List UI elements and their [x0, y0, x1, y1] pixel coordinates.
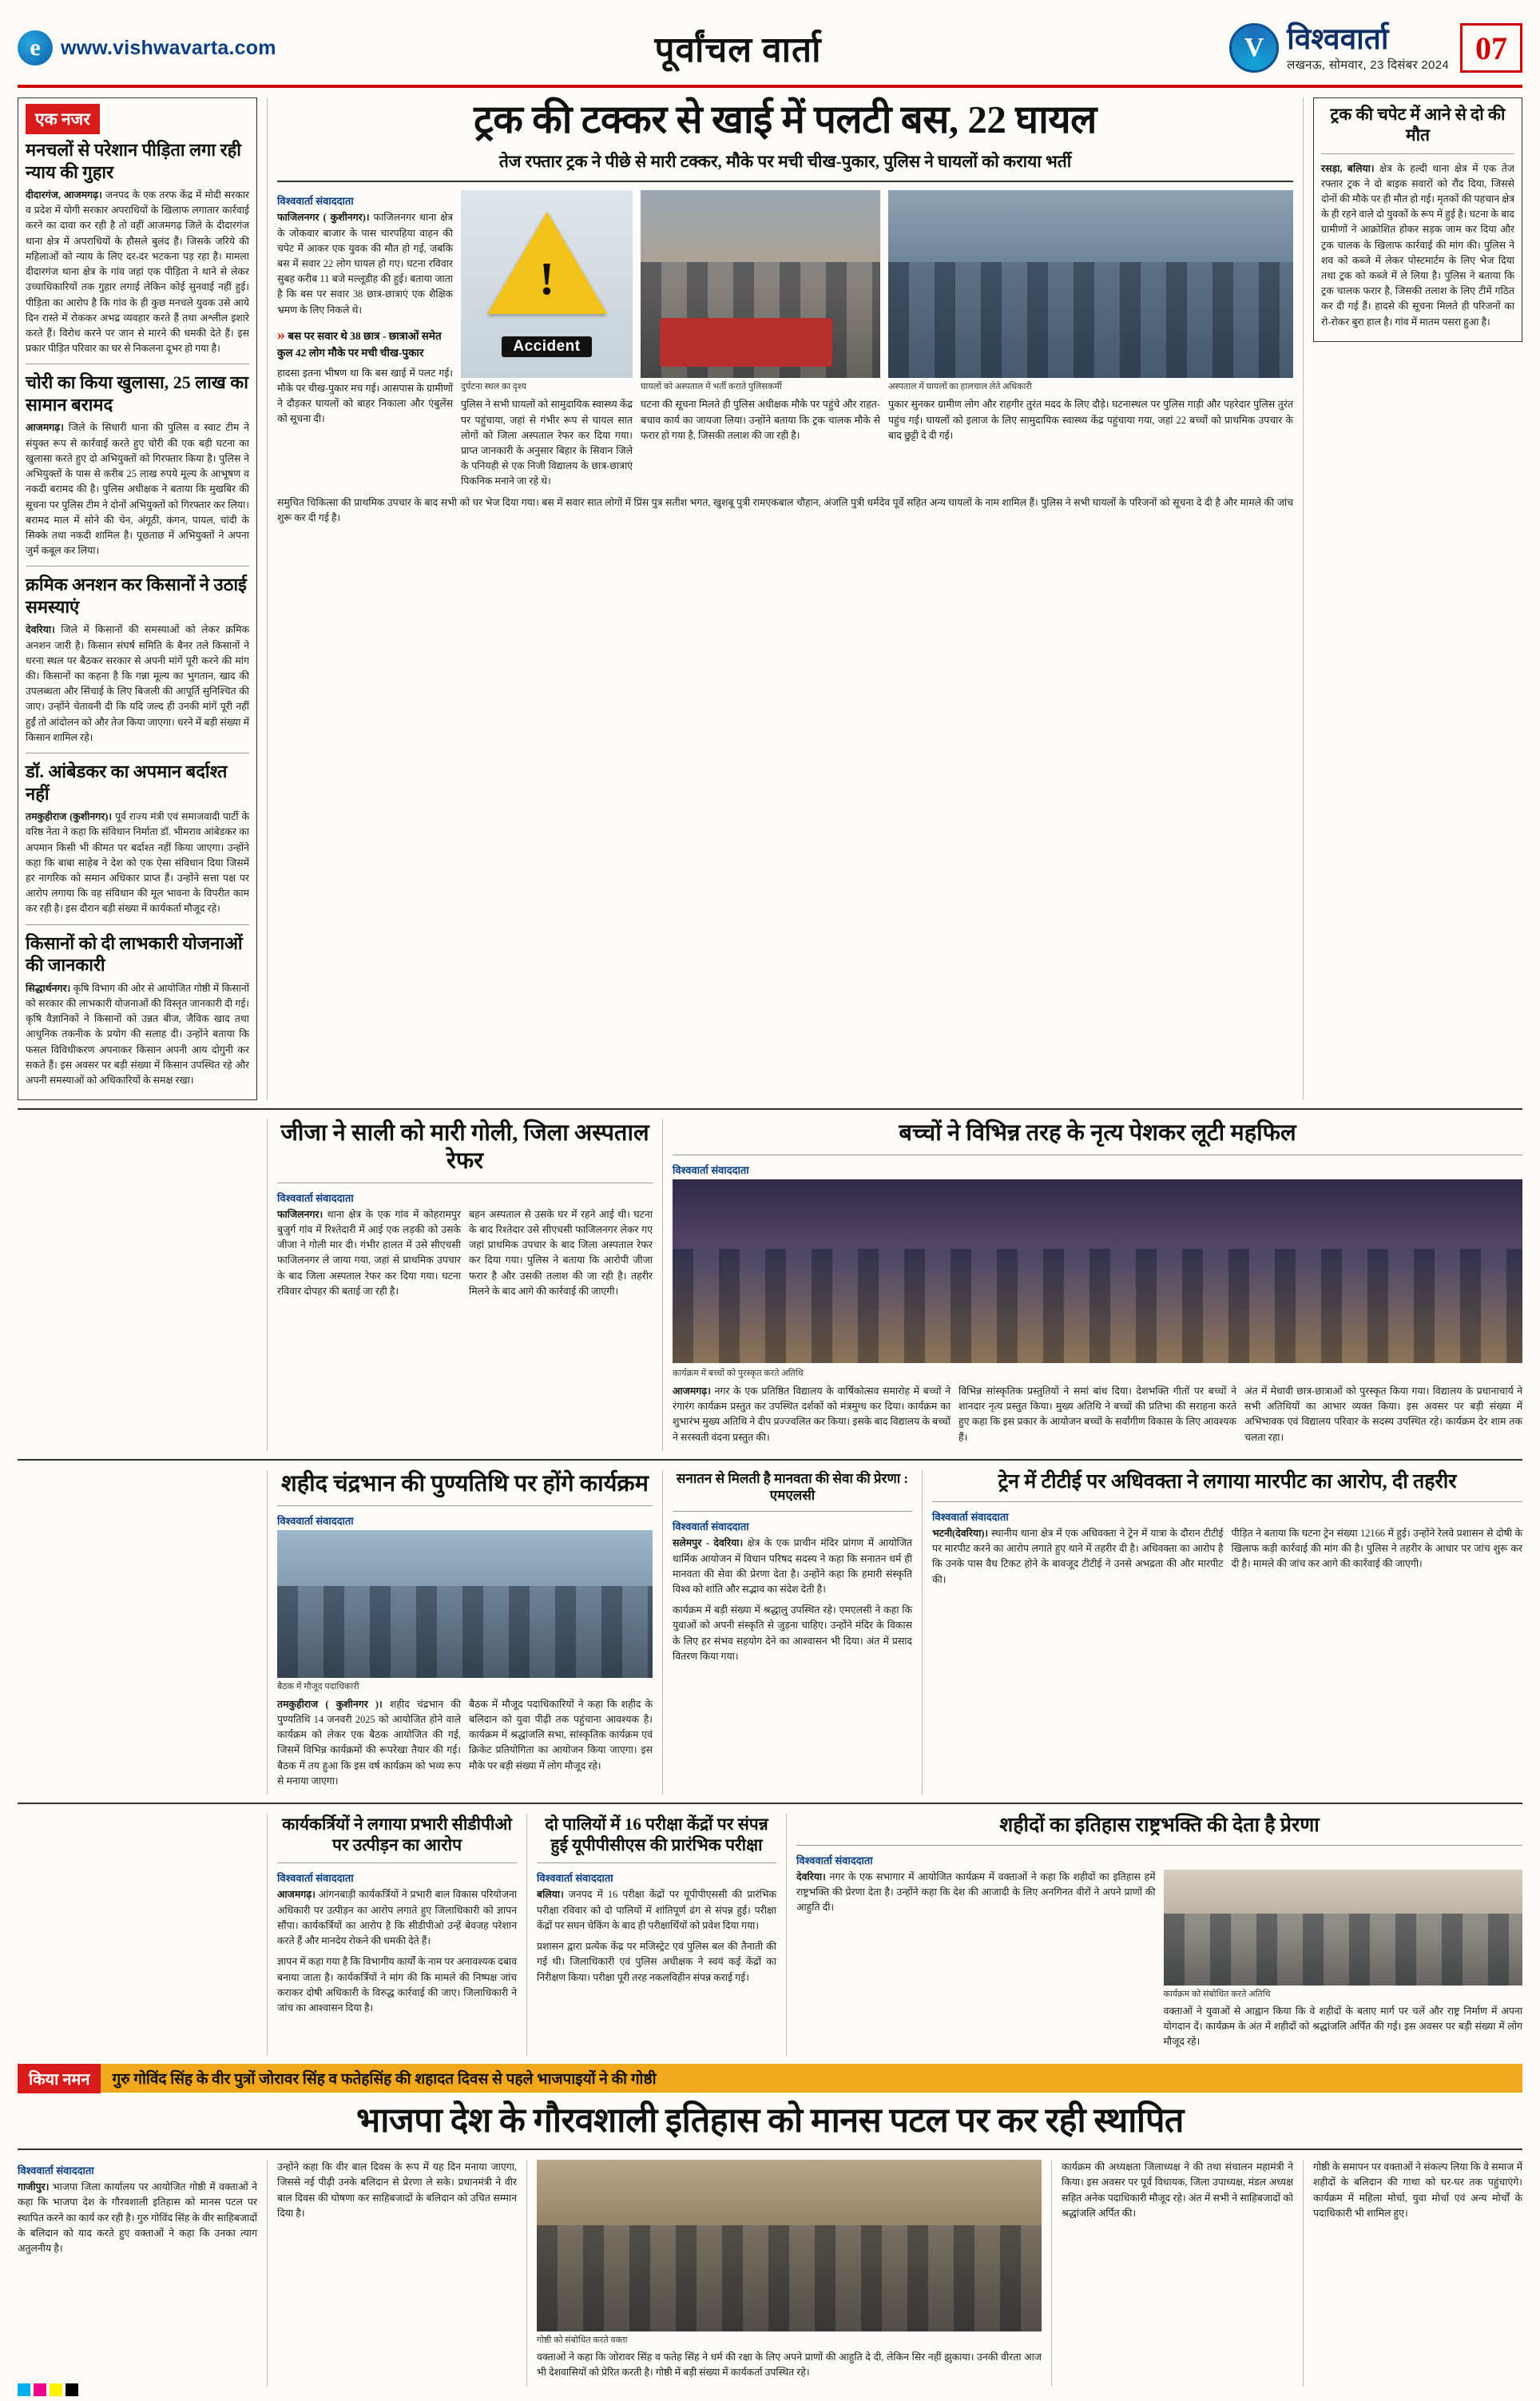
right-column [1313, 97, 1522, 1100]
row3-story-1-cols [277, 1697, 653, 1795]
left-story-3-body [26, 622, 249, 745]
mid-story-1-col1 [277, 1207, 461, 1299]
row4-story-3-photo-wrap [1164, 1870, 1523, 2056]
lead-callout [277, 324, 453, 361]
left-story-2-text: जिले के सिधारी थाना की पुलिस व स्वाट टीम ने संयुक्त रूप से कार्रवाई करते हुए चोरी की एक बड़ी घटना का खुलासा करते हुए दो अभियुक्तों को गिरफ्तार किया है। पुलिस ने अभियुक्तों के पास से करीब 25 लाख रुपये मूल्य के आभूषण व नकदी बरामद की है। पुलिस अधीक्षक ने बताया कि मुखबिर की सूचना पर पुलिस टीम ने दोनों अभियुक्तों को गिरफ्तार कर लिया। बरामद माल में सोने की चेन, अंगूठी, कंगन, पायल, चांदी के सिक्के तथा नकदी शामिल है। पूछताछ में अभियुक्तों ने अपना जुर्म कबूल कर लिया। [26, 422, 249, 557]
divider [18, 1459, 1522, 1461]
left-story-4-headline: डॉ. आंबेडकर का अपमान बर्दाश्त नहीं [26, 761, 228, 804]
left-story-2-dateline: आजमगढ़। [26, 422, 64, 434]
lead-photo-3-caption: अस्पताल में घायलों का हालचाल लेते अधिकारी [888, 382, 1032, 392]
row4-story-3-col2: वक्ताओं ने युवाओं से आह्वान किया कि वे शहीदों के बताए मार्ग पर चलें और राष्ट्र निर्माण में अपना योगदान दें। कार्यक्रम के अंत में शहीदों को श्रद्धांजलि अर्पित की गई। इस अवसर पर बड़ी संख्या में लोग मौजूद रहे। [1163, 2005, 1522, 2048]
row4-story-2 [537, 1814, 776, 2056]
photo-bed [660, 318, 832, 367]
row3-story-2-col2: कार्यक्रम में बड़ी संख्या में श्रद्धालु उपस्थित रहे। एमएलसी ने कहा कि युवाओं को अपनी संस्कृति से जुड़ना चाहिए। उन्होंने मंदिर के विकास के लिए हर संभव सहयोग देने का आश्वासन भी दिया। अंत में प्रसाद वितरण किया गया। [673, 1604, 912, 1662]
left-story-1-headline: मनचलों से परेशान पीड़िता लगा रही न्याय की गुहार [26, 140, 241, 182]
row4-story-3-dateline: देवरिया। [796, 1870, 826, 1882]
row3-story-1-col1-text: शहीद चंद्रभान की पुण्यतिथि 14 जनवरी 2025 को आयोजित होने वाले कार्यक्रम को लेकर एक बैठक आयोजित की गई, जिसमें विभिन्न कार्यक्रमों की रूपरेखा तैयार की गई। बैठक में तय हुआ कि इस वर्ष कार्यक्रम को भव्य रूप से मनाया जाएगा। [277, 1698, 461, 1787]
divider [18, 1803, 1522, 1804]
lead-col4-body: समुचित चिकित्सा की प्राथमिक उपचार के बाद सभी को घर भेज दिया गया। बस में सवार सात लोगों में प्रिंस पुत्र सतीश भगत, खुशबू पुत्री रामएकबाल चौहान, अंजलि पुत्री धर्मदेव पूर्वे सहित अन्य घायलों के नाम शामिल हैं। पुलिस ने सभी घायलों के परिजनों को सूचना दे दी है और मामले की जांच शुरू कर दी गई है। [277, 496, 1293, 523]
divider [18, 2149, 1522, 2150]
right-story-box [1313, 97, 1522, 342]
left-story-5-dateline: सिद्धार्थनगर। [26, 982, 71, 994]
mid-story-1-dateline: फाजिलनगर। [277, 1208, 323, 1220]
lead-subhead: तेज रफ्तार ट्रक ने पीछे से मारी टक्कर, मौके पर मची चीख-पुकार, पुलिस ने घायलों को कराया भर्ती [498, 152, 1072, 172]
accident-label: Accident [502, 336, 591, 357]
bottom-col-2 [277, 2160, 517, 2386]
mid-story-2-col1-text: नगर के एक प्रतिष्ठित विद्यालय के वार्षिकोत्सव समारोह में बच्चों ने रंगारंग कार्यक्रम प्रस्तुत कर उपस्थित दर्शकों को मंत्रमुग्ध कर दिया। कार्यक्रम का शुभारंभ मुख्य अतिथि ने दीप प्रज्ज्वलित कर किया। इसके बाद विद्यालय के बच्चों ने सरस्वती वंदना प्रस्तुत की। [673, 1385, 951, 1443]
mid-story-2-photo-caption: कार्यक्रम में बच्चों को पुरस्कृत करते अतिथि [673, 1368, 804, 1378]
row4-story-2-dateline: बलिया। [537, 1889, 564, 1901]
row3-story-3-headline: ट्रेन में टीटीई पर अधिवक्ता ने लगाया मारपीट का आरोप, दी तहरीर [998, 1470, 1457, 1493]
lead-photo-1 [461, 190, 633, 378]
mid-story-2-col3: अंत में मेधावी छात्र-छात्राओं को पुरस्कृत किया गया। विद्यालय के प्रधानाचार्य ने सभी अतिथियों का आभार व्यक्त किया। इस अवसर पर बड़ी संख्या में अभिभावक एवं विद्यालय परिवार के सदस्य उपस्थित रहे। कार्यक्रम देर शाम तक चलता रहा। [1244, 1385, 1522, 1443]
page-number: 07 [1460, 23, 1522, 73]
mid-story-2-dateline: आजमगढ़। [673, 1385, 711, 1397]
divider [18, 1108, 1522, 1110]
row3-story-1-photo-caption: बैठक में मौजूद पदाधिकारी [277, 1681, 359, 1691]
masthead-left [18, 14, 401, 81]
row4-story-1-dateline: आजमगढ़। [277, 1889, 316, 1901]
row3-story-2 [673, 1470, 912, 1795]
row3-story-1-headline: शहीद चंद्रभान की पुण्यतिथि पर होंगे कार्यक्रम [280, 1470, 649, 1497]
bottom-col-3 [537, 2160, 1042, 2386]
lead-callout-text: बस पर सवार थे 38 छात्र - छात्राओं समेत कुल 42 लोग मौके पर मची चीख-पुकार [277, 329, 442, 359]
section-title: पूर्वांचल वार्ता [654, 30, 822, 70]
right-story-text: क्षेत्र के हल्दी थाना क्षेत्र में एक तेज रफ्तार ट्रक ने दो बाइक सवारों को रौंद दिया, जिससे दोनों की मौके पर ही मौत हो गई। मृतकों की पहचान क्षेत्र के ही रहने वाले दो युवकों के रूप में हुई है। घटना के बाद ग्रामीणों ने आक्रोशित होकर सड़क जाम कर दिया और ट्रक चालक के खिलाफ कार्रवाई की मांग की। पुलिस ने शव को कब्जे में लेकर पोस्टमार्टम के लिए भेज दिया तथा ट्रक को कब्जे में ले लिया है। पुलिस ने बताया कि ट्रक चालक फरार है, जिसकी तलाश के लिए टीमें गठित कर दी गई हैं। हादसे की सूचना मिलते ही परिजनों का रो-रोकर बुरा हाल है। गांव में मातम पसरा हुआ है। [1321, 162, 1514, 328]
divider [786, 1814, 787, 2056]
right-story-body [1321, 161, 1514, 330]
left-story-1-text: जनपद के एक तरफ केंद्र में मोदी सरकार व प्रदेश में योगी सरकार अपराधियों के खिलाफ लगातार कार्रवाई करने का दावा कर रही है तो वहीं आजमगढ़ जिले के दीदारगंज थाना क्षेत्र में अपराधियों के हौसले बुलंद हैं। जिसके जरिये की महिलाओं को न्याय के लिए दर-दर भटकना पड़ रहा है। मामला दीदारगंज थाना क्षेत्र के गांव जहां एक पीड़िता ने थाने से लेकर उच्चाधिकारियों तक गुहार लगाई लेकिन कोई सुनवाई नहीं हुई। पीड़िता का आरोप है कि गांव के ही कुछ मनचले युवक उसे आये दिन रास्ते में रोककर अभद्र व्यवहार करते हैं तथा अश्लील इशारे करते हैं। विरोध करने पर जान से मारने की धमकी देते हैं। इस प्रकार पीड़ित परिवार का घर से निकलना दूभर हो गया है। [26, 189, 249, 355]
bottom-photo [537, 2160, 1042, 2331]
row3-story-3-col1-text: स्थानीय थाना क्षेत्र में एक अधिवक्ता ने ट्रेन में यात्रा के दौरान टीटीई पर मारपीट करने का आरोप लगाते हुए थाने में तहरीर दी है। अधिवक्ता का आरोप है कि उनके पास वैध टिकट होने के बावजूद टीटीई ने उनसे अभद्रता की और मारपीट की। [932, 1527, 1224, 1585]
lead-photo-1-caption: दुर्घटना स्थल का दृश्य [461, 382, 526, 392]
globe-icon: e [18, 30, 53, 66]
row4-left-spacer [18, 1814, 257, 2056]
main-column [277, 97, 1293, 1100]
lead-headline: ट्रक की टक्कर से खाई में पलटी बस, 22 घायल [474, 97, 1097, 141]
mid-row [18, 1119, 1522, 1451]
row4-story-1-col1-text: आंगनबाड़ी कार्यकर्त्रियों ने प्रभारी बाल विकास परियोजना अधिकारी पर उत्पीड़न का आरोप लगाते हुए जिलाधिकारी को ज्ञापन सौंपा। कार्यकर्त्रियों का आरोप है कि सीडीपीओ उन्हें बेवजह परेशान करते हैं और मानदेय रोकने की धमकी देते हैं। [277, 1889, 517, 1947]
bottom-tagline: गुरु गोविंद सिंह के वीर पुत्रों जोरावर सिंह व फतेहसिंह की शहादत दिवस से पहले भाजपाइयों ने की गोष्ठी [101, 2064, 1522, 2093]
row4-story-3-col1 [796, 1870, 1156, 1916]
row3-story-1-col1 [277, 1697, 461, 1789]
masthead [18, 14, 1522, 88]
mid-story-1-byline: विश्ववार्ता संवाददाता [277, 1191, 354, 1204]
divider [526, 2160, 527, 2386]
ek-nazar-badge: एक नजर [26, 104, 100, 134]
lead-photo-2-wrap [641, 190, 880, 449]
lead-photo-2-caption: घायलों को अस्पताल में भर्ती कराते पुलिसकर्मी [641, 382, 782, 392]
divider [1303, 97, 1304, 1100]
mid-story-1-headline: जीजा ने साली को मारी गोली, जिला अस्पताल रेफर [280, 1120, 649, 1174]
bottom-col3-text: वक्ताओं ने कहा कि जोरावर सिंह व फतेह सिंह ने धर्म की रक्षा के लिए अपने प्राणों की आहुति दे दी, लेकिन सिर नहीं झुकाया। उनकी वीरता आज भी देशवासियों को प्रेरित करती है। गोष्ठी में बड़ी संख्या में कार्यकर्ता उपस्थित रहे। [537, 2351, 1042, 2379]
row3-story-1 [277, 1470, 653, 1795]
row3-story-3-byline: विश्ववार्ता संवाददाता [932, 1510, 1009, 1523]
row4-story-3-cols [796, 1870, 1522, 2056]
row-3 [18, 1470, 1522, 1795]
left-story-3-text: जिले में किसानों की समस्याओं को लेकर क्रमिक अनशन जारी है। किसान संघर्ष समिति के बैनर तले किसानों ने धरना स्थल पर बैठकर सरकार से अपनी मांगें पूरी करने की मांग की। किसानों का कहना है कि गन्ना मूल्य का भुगतान, खाद की उपलब्धता और सिंचाई के लिए बिजली की आपूर्ति सुनिश्चित की जाए। उन्होंने चेतावनी दी कि यदि जल्द ही उनकी मांगें पूरी नहीं हुईं तो आंदोलन को और तेज किया जाएगा। धरने में बड़ी संख्या में किसान शामिल रहे। [26, 624, 249, 743]
lead-byline: विश्ववार्ता संवाददाता [277, 195, 354, 208]
row4-story-1-col1 [277, 1887, 517, 1949]
divider [537, 1862, 776, 1863]
bottom-col-1 [18, 2160, 257, 2386]
row-4 [18, 1814, 1522, 2056]
lead-col2-body: पुलिस ने सभी घायलों को सामुदायिक स्वास्थ्य केंद्र पर पहुंचाया, जहां से गंभीर रूप से घायल सात लोगों को जिला अस्पताल रेफर कर दिया गया। प्राप्त जानकारी के अनुसार बिहार के सिवान जिले के पनियही से एक निजी विद्यालय के छात्र-छात्राएं पिकनिक मनाने जा रहे थे। [461, 399, 633, 487]
cmyk-black [65, 2383, 78, 2396]
mid-story-2-byline: विश्ववार्ता संवाददाता [673, 1163, 749, 1176]
divider [277, 1505, 653, 1506]
divider [662, 1119, 663, 1451]
right-story-headline: ट्रक की चपेट में आने से दो की मौत [1330, 105, 1506, 145]
bottom-byline: विश्ववार्ता संवाददाता [18, 2164, 94, 2177]
bottom-col2-text: उन्होंने कहा कि वीर बाल दिवस के रूप में यह दिन मनाया जाएगा, जिससे नई पीढ़ी उनके बलिदान से प्रेरणा ले सके। प्रधानमंत्री ने वीर बाल दिवस की घोषणा कर साहिबजादों के बलिदान को उचित सम्मान दिया है। [277, 2161, 517, 2219]
bottom-category-bar [18, 2064, 1522, 2093]
row4-story-3-photo [1164, 1870, 1523, 1986]
lead-extra-row [277, 495, 1293, 531]
brand-logo-letter: V [1244, 33, 1264, 62]
mid-story-1-col1-text: थाना क्षेत्र के एक गांव में कोहरामपुर बुजुर्ग गांव में रिश्तेदारी में आई एक लड़की को उसके जीजा ने गोली मार दी। गंभीर हालत में उसे सीएचसी फाजिलनगर ले जाया गया, जहां से प्राथमिक उपचार के बाद जिला अस्पताल रेफर कर दिया गया। घटना रविवार दोपहर की बताई जा रही है। [277, 1208, 461, 1297]
left-story-2-headline: चोरी का किया खुलासा, 25 लाख का सामान बरामद [26, 372, 248, 415]
row3-story-2-col1-text: क्षेत्र के एक प्राचीन मंदिर प्रांगण में आयोजित धार्मिक आयोजन में विधान परिषद सदस्य ने कहा कि सनातन धर्म ही मानवता की सेवा की प्रेरणा देता है। उन्होंने कहा कि हमारी संस्कृति विश्व को शांति और सद्भाव का संदेश देती है। [673, 1537, 912, 1596]
left-story-3-dateline: देवरिया। [26, 624, 55, 636]
divider [1303, 2160, 1304, 2386]
mid-story-2-headline: बच्चों ने विभिन्न तरह के नृत्य पेशकर लूटी महफिल [899, 1120, 1296, 1147]
right-story-dateline: रसड़ा, बलिया। [1321, 162, 1375, 174]
bottom-photo-caption: गोष्ठी को संबोधित करते वक्ता [537, 2335, 628, 2346]
photo-figures [1164, 1914, 1523, 1986]
row3-story-1-col2: बैठक में मौजूद पदाधिकारियों ने कहा कि शहीद के बलिदान को युवा पीढ़ी तक पहुंचाना आवश्यक है। कार्यक्रम में श्रद्धांजलि सभा, सांस्कृतिक कार्यक्रम एवं क्रिकेट प्रतियोगिता का आयोजन किया जाएगा। इस मौके पर बड़ी संख्या में लोग मौजूद रहे। [469, 1698, 653, 1771]
row3-story-2-byline: विश्ववार्ता संवाददाता [673, 1521, 749, 1533]
bottom-col5-text: गोष्ठी के समापन पर वक्ताओं ने संकल्प लिया कि वे समाज में शहीदों के बलिदान की गाथा को घर-घर तक पहुंचाएंगे। कार्यक्रम में महिला मोर्चा, युवा मोर्चा एवं अन्य मोर्चों के पदाधिकारी भी शामिल हुए। [1313, 2161, 1522, 2219]
left-story-5-headline: किसानों को दी लाभकारी योजनाओं की जानकारी [26, 932, 243, 976]
divider [673, 1511, 912, 1512]
bottom-col4-text: कार्यक्रम की अध्यक्षता जिलाध्यक्ष ने की तथा संचालन महामंत्री ने किया। इस अवसर पर पूर्व विधायक, जिला उपाध्यक्ष, मंडल अध्यक्ष सहित अनेक पदाधिकारी मौजूद रहे। अंत में सभी ने साहिबजादों को श्रद्धांजलि अर्पित की। [1062, 2161, 1293, 2219]
divider [796, 1845, 1522, 1846]
row3-story-2-dateline: सलेमपुर - देवरिया। [673, 1537, 744, 1549]
row3-story-3-col2: पीड़ित ने बताया कि घटना ट्रेन संख्या 12166 में हुई। उन्होंने रेलवे प्रशासन से दोषी के खिलाफ कड़ी कार्रवाई की मांग की है। पुलिस ने तहरीर के आधार पर जांच शुरू कर दी है। मामले की जांच कर आगे की कार्रवाई की जाएगी। [1231, 1527, 1522, 1570]
row4-story-1-headline: कार्यकर्त्रियों ने लगाया प्रभारी सीडीपीओ पर उत्पीड़न का आरोप [282, 1814, 512, 1855]
edition-date: लखनऊ, सोमवार, 23 दिसंबर 2024 [1287, 58, 1449, 72]
divider [1321, 153, 1514, 154]
mid-story-1 [277, 1119, 653, 1451]
row3-story-2-col1 [673, 1536, 912, 1597]
left-story-4-body [26, 809, 249, 917]
divider [267, 2160, 268, 2386]
lead-dateline: फाजिलनगर ( कुशीनगर)। [277, 212, 370, 224]
divider [26, 924, 249, 925]
brand [1229, 23, 1449, 73]
row3-story-1-dateline: तमकुहीराज ( कुशीनगर )। [277, 1698, 383, 1710]
row4-story-2-headline: दो पालियों में 16 परीक्षा केंद्रों पर संपन्न हुई यूपीपीसीएस की प्रारंभिक परीक्षा [545, 1814, 768, 1855]
mid-story-2 [673, 1119, 1522, 1451]
left-story-1-dateline: दीदारगंज, आजमगढ़। [26, 189, 102, 201]
row4-story-1 [277, 1814, 517, 2056]
mid-left-spacer [18, 1119, 257, 1451]
divider [267, 97, 268, 1100]
lead-col1-body: फाजिलनगर थाना क्षेत्र के जोकवार बाजार के पास चारपहिया वाहन की चपेट में आकर एक युवक की मौत हो गई, जबकि बस में सवार 22 लोग घायल हो गए। घटना रविवार सुबह करीब 11 बजे मल्लूडीह की हुई। बताया जाता है कि बस पर सवार 38 छात्र-छात्राएं एक शैक्षिक भ्रमण के लिए निकले थे। [277, 212, 453, 316]
row3-story-1-photo [277, 1530, 653, 1678]
brand-text [1287, 22, 1449, 72]
lead-col2b-body: घटना की सूचना मिलते ही पुलिस अधीक्षक मौके पर पहुंचे और राहत-बचाव कार्य का जायजा लिया। उन्होंने बताया कि ट्रक चालक मौके से फरार हो गया है, जिसकी तलाश की जा रही है। [641, 399, 880, 441]
row3-story-1-byline: विश्ववार्ता संवाददाता [277, 1514, 354, 1527]
brand-logo-icon [1229, 23, 1279, 73]
quote-mark-icon: » [277, 325, 285, 344]
row4-story-2-col1 [537, 1887, 776, 1934]
bottom-dateline: गाजीपुर। [18, 2181, 50, 2193]
divider [662, 1470, 663, 1795]
lead-col3-body: पुकार सुनकर ग्रामीण लोग और राहगीर तुरंत मदद के लिए दौड़े। घटनास्थल पर पुलिस गाड़ी और पहरेदार पुलिस तुरंत पहुंच गई। घायलों को इलाज के लिए सामुदायिक स्वास्थ्य केंद्र पहुंचाया गया, जहां 22 बच्चों को प्राथमिक उपचार के बाद छुट्टी दे दी गई। [888, 399, 1293, 441]
photo-figures [277, 1586, 653, 1678]
cmyk-yellow [50, 2383, 62, 2396]
bottom-col-4 [1062, 2160, 1293, 2386]
ek-nazar-box [18, 97, 257, 1100]
left-story-4-dateline: तमकुहीराज (कुशीनगर)। [26, 811, 113, 823]
row4-story-2-col2: प्रशासन द्वारा प्रत्येक केंद्र पर मजिस्ट्रेट एवं पुलिस बल की तैनाती की गई थी। जिलाधिकारी एवं पुलिस अधीक्षक ने स्वयं कई केंद्रों का निरीक्षण किया। परीक्षा पूरी तरह नकलविहीन संपन्न कराई गई। [537, 1941, 776, 1983]
site-url[interactable]: www.vishwavarta.com [61, 36, 276, 59]
lead-col-1 [277, 190, 453, 432]
lead-body-row [277, 190, 1293, 495]
lead-photo-1-wrap [461, 190, 633, 495]
divider [267, 1814, 268, 2056]
divider [277, 1862, 517, 1863]
lead-photo-2 [641, 190, 880, 378]
row4-story-2-byline: विश्ववार्ता संवाददाता [537, 1872, 613, 1885]
bottom-story [18, 2101, 1522, 2387]
bottom-col1-body: भाजपा जिला कार्यालय पर आयोजित गोष्ठी में वक्ताओं ने कहा कि भाजपा देश के गौरवशाली इतिहास को मानस पटल पर स्थापित करने का कार्य कर रही है। गुरु गोविंद सिंह के वीर साहिबजादों के बलिदान को याद करते हुए वक्ताओं ने कहा कि उनका त्याग अतुलनीय है। [18, 2181, 257, 2254]
row4-story-3 [796, 1814, 1522, 2056]
left-story-2-body [26, 420, 249, 559]
row4-story-2-col1-text: जनपद में 16 परीक्षा केंद्रों पर यूपीपीएससी की प्रारंभिक परीक्षा रविवार को दो पालियों में शांतिपूर्ण ढंग से संपन्न हुई। परीक्षा केंद्रों पर सघन चेकिंग के बाद ही परीक्षार्थियों को प्रवेश दिया गया। [537, 1889, 776, 1931]
left-story-5-body [26, 981, 249, 1089]
row4-story-3-byline: विश्ववार्ता संवाददाता [796, 1854, 873, 1866]
row3-story-3-dateline: भटनी(देवरिया)। [932, 1527, 989, 1539]
mid-story-2-photo [673, 1179, 1522, 1363]
row4-story-1-byline: विश्ववार्ता संवाददाता [277, 1872, 354, 1885]
divider [932, 1501, 1522, 1502]
lead-photo-3 [888, 190, 1293, 378]
lead-photo-3-wrap [888, 190, 1293, 449]
photo-figures [673, 1249, 1522, 1363]
row4-story-3-col1-text: नगर के एक सभागार में आयोजित कार्यक्रम में वक्ताओं ने कहा कि शहीदों का इतिहास हमें राष्ट्रभक्ति की प्रेरणा देता है। उन्होंने कहा कि देश की आजादी के लिए अनगिनत वीरों ने अपने प्राणों की आहुति दी। [796, 1870, 1156, 1914]
bottom-cols [18, 2160, 1522, 2386]
lead-col1-text [277, 210, 453, 318]
divider [922, 1470, 923, 1795]
mid-story-2-cols [673, 1384, 1522, 1451]
row3-story-2-headline: सनातन से मिलती है मानवता की सेवा की प्रेरणा : एमएलसी [676, 1470, 909, 1504]
photo-figures [888, 262, 1293, 379]
left-story-5-text: कृषि विभाग की ओर से आयोजित गोष्ठी में किसानों को सरकार की लाभकारी योजनाओं की विस्तृत जानकारी दी गई। कृषि वैज्ञानिकों ने किसानों को उन्नत बीज, जैविक खाद तथा आधुनिक तकनीक के प्रयोग की सलाह दी। उन्होंने बताया कि फसल विविधीकरण अपनाकर किसान अपनी आय दोगुनी कर सकते हैं। इस अवसर पर बड़ी संख्या में किसान उपस्थित रहे और अपनी समस्याओं को अधिकारियों के समक्ष रखा। [26, 982, 249, 1086]
cmyk-registration-marks [18, 2383, 78, 2396]
row3-left-spacer [18, 1470, 257, 1795]
masthead-right [1075, 14, 1522, 81]
lead-col1-body-2: हादसा इतना भीषण था कि बस खाई में पलट गई। मौके पर चीख-पुकार मच गई। आसपास के ग्रामीणों ने दौड़कर घायलों को बाहर निकाला और एंबुलेंस को सूचना दी। [277, 367, 453, 425]
bottom-headline: भाजपा देश के गौरवशाली इतिहास को मानस पटल पर कर रही स्थापित [356, 2101, 1184, 2140]
row4-story-3-headline: शहीदों का इतिहास राष्ट्रभक्ति की देता है प्रेरणा [999, 1814, 1320, 1836]
mid-story-1-cols [277, 1207, 653, 1305]
left-story-3-headline: क्रमिक अनशन कर किसानों ने उठाई समस्याएं [26, 574, 247, 617]
divider [526, 1814, 527, 2056]
divider [267, 1119, 268, 1451]
row4-story-3-photo-caption: कार्यक्रम को संबोधित करते अतिथि [1163, 1989, 1271, 1999]
top-row [18, 97, 1522, 1100]
mid-story-2-col2: विभिन्न सांस्कृतिक प्रस्तुतियों ने समां बांध दिया। देशभक्ति गीतों पर बच्चों ने शानदार नृत्य प्रस्तुत किया। मुख्य अतिथि ने बच्चों की प्रतिभा की सराहना करते हुए कहा कि इस प्रकार के आयोजन बच्चों के सर्वांगीण विकास के लिए आवश्यक हैं। [959, 1385, 1236, 1443]
left-story-4-text: पूर्व राज्य मंत्री एवं समाजवादी पार्टी के वरिष्ठ नेता ने कहा कि संविधान निर्माता डॉ. भीमराव आंबेडकर का अपमान किसी भी कीमत पर बर्दाश्त नहीं किया जाएगा। उन्होंने कहा कि बाबा साहेब ने देश को एक ऐसा संविधान दिया जिसमें हर नागरिक को समान अधिकार प्राप्त हैं। उन्होंने सत्ता पक्ष पर आरोप लगाया कि वह संविधान की मूल भावना के विपरीत काम कर रही है। इस दौरान बड़ी संख्या में कार्यकर्ता मौजूद रहे। [26, 811, 249, 915]
bottom-tag: किया नमन [18, 2064, 101, 2093]
masthead-center [401, 14, 1075, 81]
brand-name: विश्ववार्ता [1287, 22, 1389, 56]
cmyk-cyan [18, 2383, 30, 2396]
row4-story-1-col2: ज्ञापन में कहा गया है कि विभागीय कार्यों के नाम पर अनावश्यक दबाव बनाया जाता है। कार्यकर्त्रियों ने मांग की कि मामले की निष्पक्ष जांच कराकर दोषी अधिकारी के विरुद्ध कार्रवाई की जाए। जिलाधिकारी ने जांच का आश्वासन दिया है। [277, 1956, 517, 2013]
photo-figures [537, 2225, 1042, 2331]
left-column [18, 97, 257, 1100]
divider [277, 181, 1293, 182]
bottom-col1-text [18, 2180, 257, 2256]
divider [1051, 2160, 1052, 2386]
accident-warning-icon: ! [487, 212, 607, 332]
mid-story-1-col2: बहन अस्पताल से उसके घर में रहने आई थी। घटना के बाद रिश्तेदार उसे सीएचसी फाजिलनगर लेकर गए जहां प्राथमिक उपचार के बाद जिला अस्पताल रेफर कर दिया गया। पुलिस ने बताया कि आरोपी जीजा फरार है और उसकी तलाश की जा रही है। तहरीर मिलने के बाद आगे की कार्रवाई की जाएगी। [469, 1208, 653, 1297]
cmyk-magenta [34, 2383, 46, 2396]
divider [267, 1470, 268, 1795]
row3-story-3 [932, 1470, 1522, 1795]
row3-story-3-cols [932, 1526, 1522, 1593]
bottom-col-5 [1313, 2160, 1522, 2386]
left-story-1-body [26, 188, 249, 356]
mid-story-2-col1 [673, 1384, 951, 1445]
row3-story-3-col1 [932, 1526, 1224, 1588]
